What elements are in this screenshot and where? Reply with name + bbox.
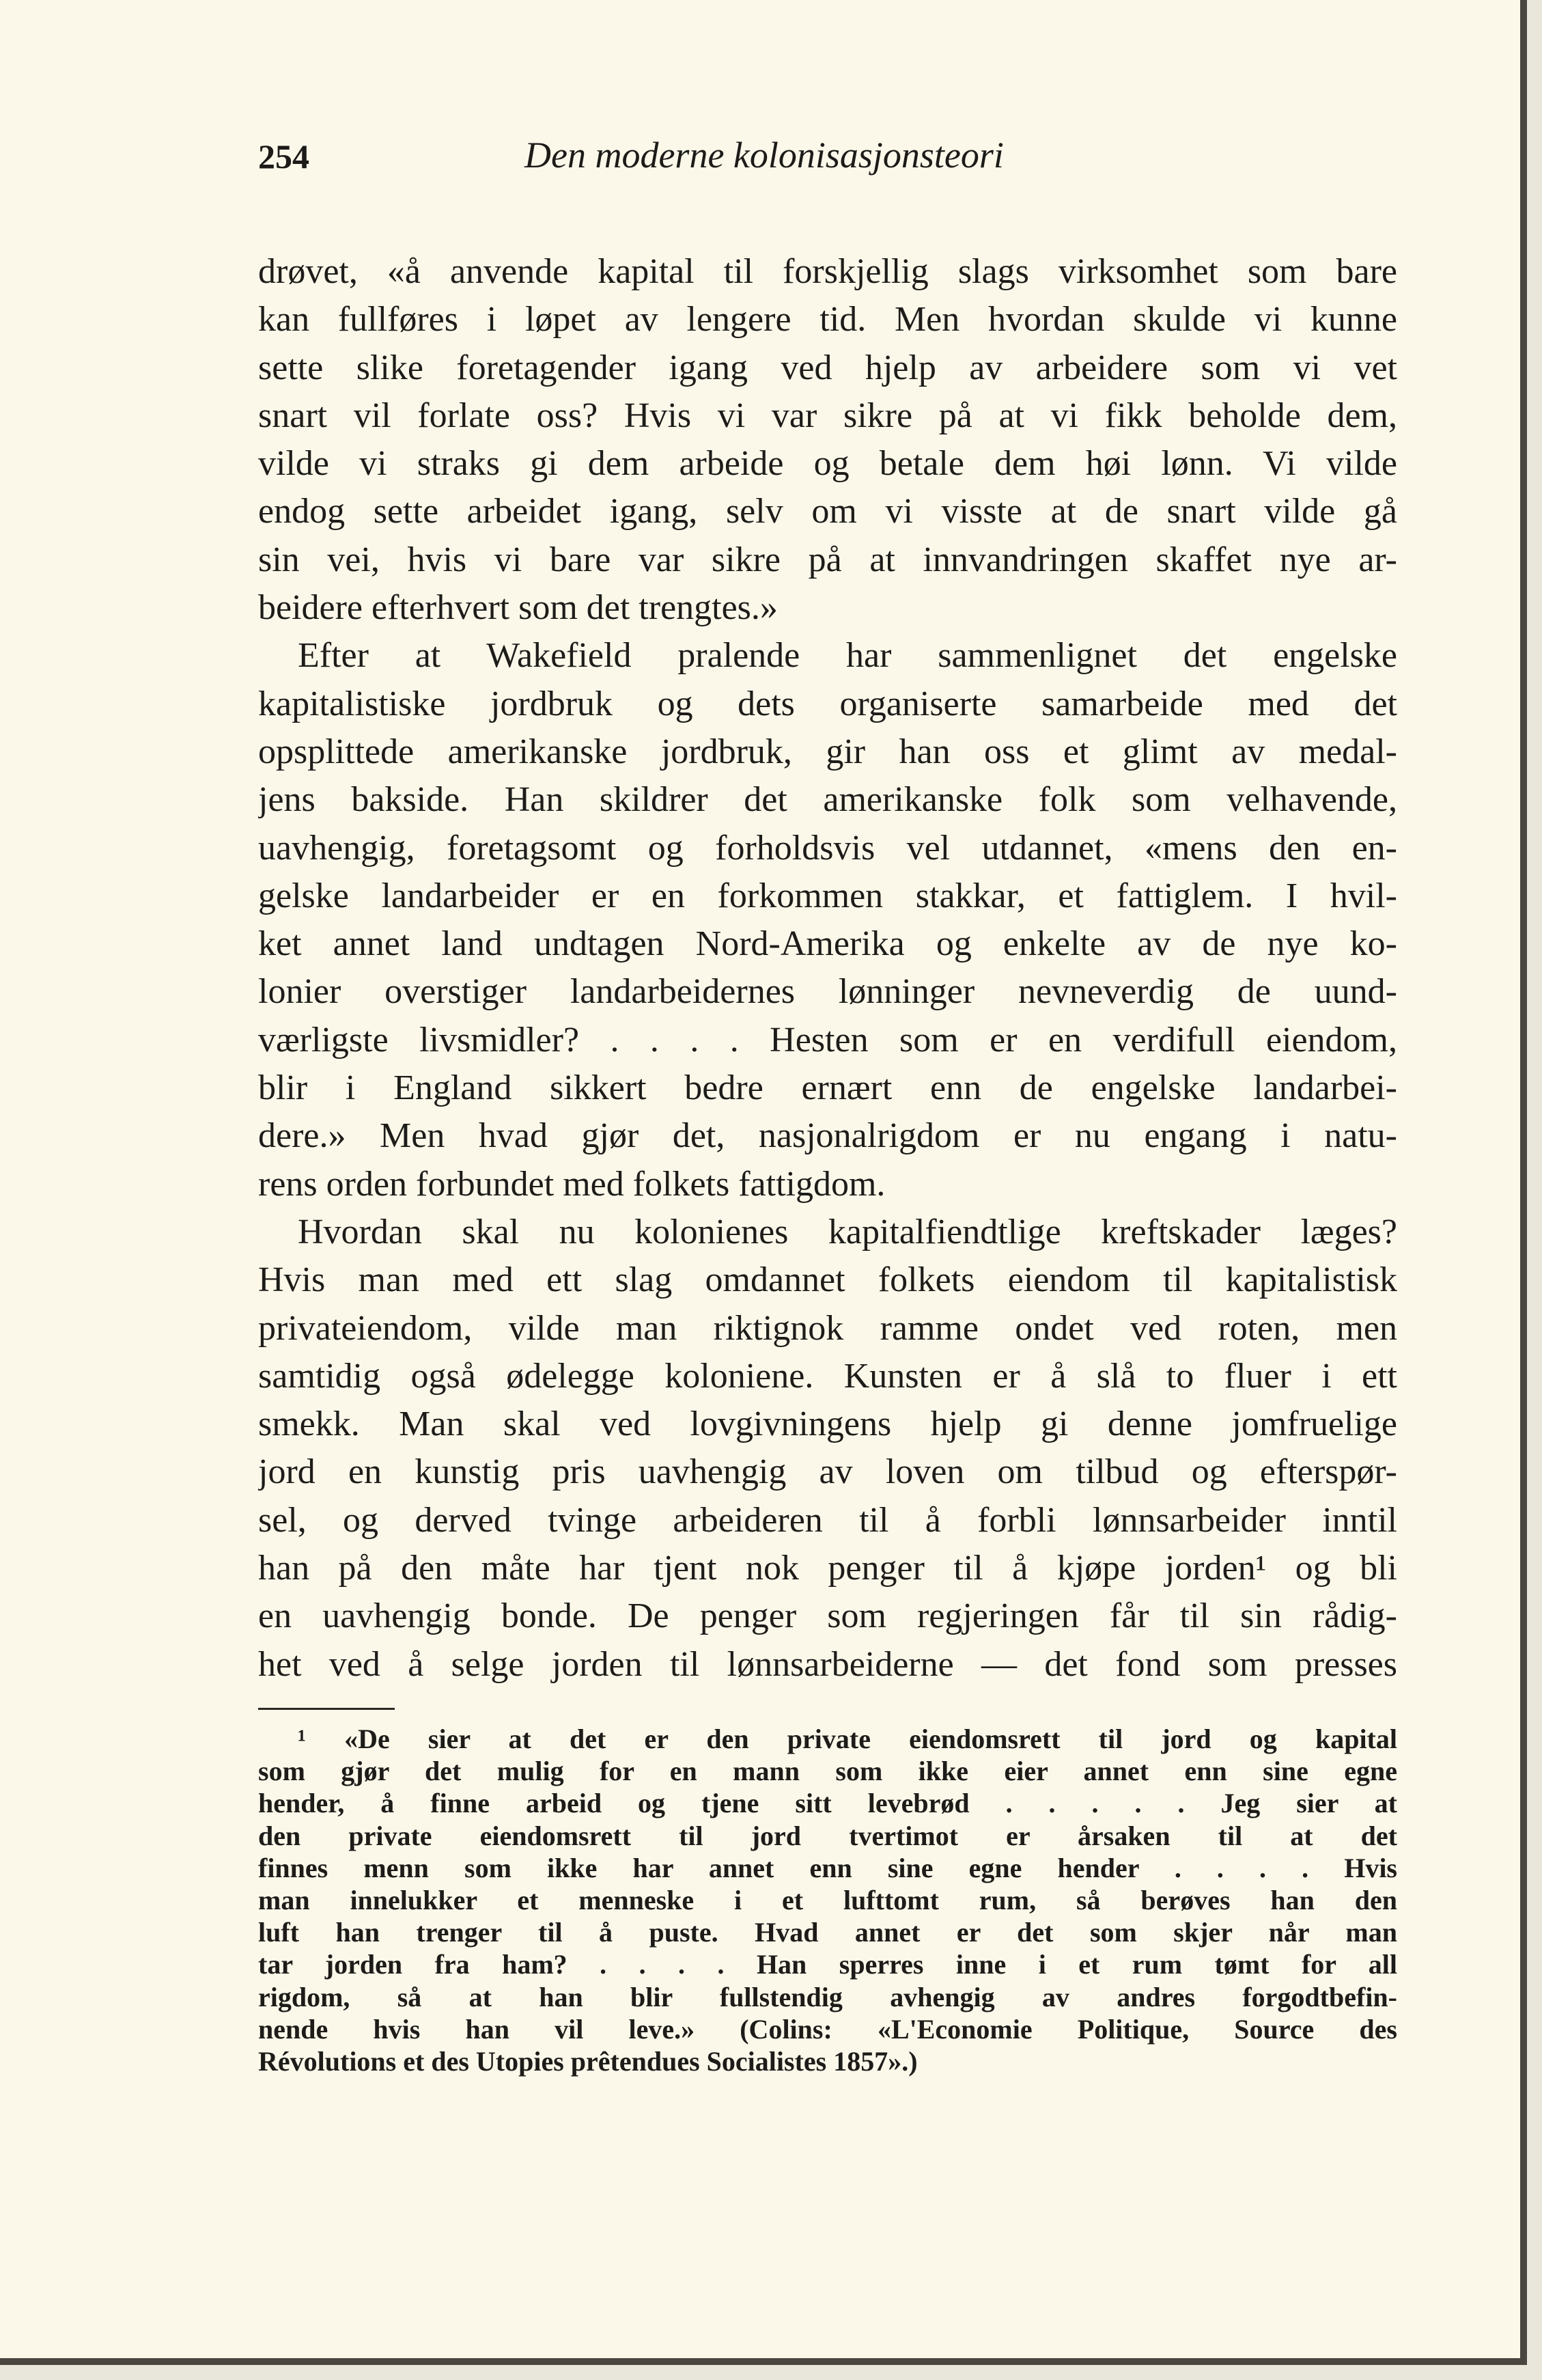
running-title: Den moderne kolonisasjonsteori <box>524 135 1004 176</box>
footnote-line: tar jorden fra ham? . . . . Han sperres inne i et rum tømt for all <box>258 1949 1397 1980</box>
footnote-line: den private eiendomsrett til jord tvertimot er årsaken til at det <box>258 1820 1397 1851</box>
text-line: kapitalistiske jordbruk og dets organiserte samarbeide med det <box>258 684 1397 723</box>
text-line: uavhengig, foretagsomt og forholdsvis vel utdannet, «mens den en- <box>258 828 1397 868</box>
text-line: jens bakside. Han skildrer det amerikanske folk som velhavende, <box>258 780 1397 820</box>
text-line: drøvet, «å anvende kapital til forskjellig slags virksomhet som bare <box>258 252 1397 291</box>
text-line: smekk. Man skal ved lovgivningens hjelp gi denne jomfruelige <box>258 1405 1397 1444</box>
text-line: privateiendom, vilde man riktignok ramme ondet ved roten, men <box>258 1308 1397 1348</box>
text-line: snart vil forlate oss? Hvis vi var sikre på at vi fikk beholde dem, <box>258 396 1397 435</box>
text-line: opsplittede amerikanske jordbruk, gir han oss et glimt av medal- <box>258 732 1397 771</box>
text-line: Hvordan skal nu kolonienes kapitalfiendtlige kreftskader læges? <box>298 1212 1397 1251</box>
text-line: en uavhengig bonde. De penger som regjeringen får til sin rådig- <box>258 1596 1397 1636</box>
text-line: endog sette arbeidet igang, selv om vi visste at de snart vilde gå <box>258 492 1397 531</box>
body-text <box>258 251 1397 1692</box>
text-line: ket annet land undtagen Nord-Amerika og enkelte av de nye ko- <box>258 924 1397 964</box>
text-line: lonier overstiger landarbeidernes lønninger nevneverdig de uund- <box>258 972 1397 1012</box>
footnote-line: luft han trenger til å puste. Hvad annet er det som skjer når man <box>258 1917 1397 1948</box>
text-line: samtidig også ødelegge koloniene. Kunsten er å slå to fluer i ett <box>258 1356 1397 1396</box>
footnote-line: hender, å finne arbeid og tjene sitt levebrød . . . . . Jeg sier at <box>258 1788 1397 1819</box>
footnote-line: ¹ «De sier at det er den private eiendomsrett til jord og kapital <box>298 1724 1397 1754</box>
footnote-line: nende hvis han vil leve.» (Colins: «L'Economie Politique, Source des <box>258 2013 1397 2045</box>
footnote-line: man innelukker et menneske i et lufttomt rum, så berøves han den <box>258 1884 1397 1915</box>
text-line: kan fullføres i løpet av lengere tid. Men hvordan skulde vi kunne <box>258 300 1397 340</box>
text-line: værligste livsmidler? . . . . Hesten som er en verdifull eiendom, <box>258 1020 1397 1060</box>
footnote-line: rigdom, så at han blir fullstendig avhengig av andres forgodtbefin- <box>258 1981 1397 2012</box>
footnote-line: som gjør det mulig for en mann som ikke eier annet enn sine egne <box>258 1756 1397 1787</box>
text-line: sel, og derved tvinge arbeideren til å forbli lønnsarbeider inntil <box>258 1500 1397 1540</box>
text-line: beidere efterhvert som det trengtes.» <box>258 588 778 628</box>
text-line: sin vei, hvis vi bare var sikre på at innvandringen skaffet nye ar- <box>258 540 1397 579</box>
text-line: vilde vi straks gi dem arbeide og betale dem høi lønn. Vi vilde <box>258 444 1397 484</box>
footnote-line: finnes menn som ikke har annet enn sine egne hender . . . . Hvis <box>258 1852 1397 1883</box>
text-line: het ved å selge jorden til lønnsarbeiderne — det fond som presses <box>258 1644 1397 1684</box>
text-line: Hvis man med ett slag omdannet folkets eiendom til kapitalistisk <box>258 1260 1397 1300</box>
footnote-rule <box>258 1708 395 1710</box>
text-line: rens orden forbundet med folkets fattigdom. <box>258 1164 886 1204</box>
text-line: Efter at Wakefield pralende har sammenlignet det engelske <box>298 636 1397 676</box>
footnote <box>258 1723 1397 2077</box>
text-line: gelske landarbeider er en forkommen stakkar, et fattiglem. I hvil- <box>258 876 1397 915</box>
footnote-line: Révolutions et des Utopies prêtendues Socialistes 1857».) <box>258 2045 918 2077</box>
text-line: jord en kunstig pris uavhengig av loven om tilbud og efterspør- <box>258 1452 1397 1492</box>
page-number: 254 <box>258 137 309 176</box>
text-line: han på den måte har tjent nok penger til å kjøpe jorden¹ og bli <box>258 1549 1397 1588</box>
text-line: dere.» Men hvad gjør det, nasjonalrigdom er nu engang i natu- <box>258 1116 1397 1156</box>
text-line: blir i England sikkert bedre ernært enn de engelske landarbei- <box>258 1068 1397 1108</box>
text-line: sette slike foretagender igang ved hjelp av arbeidere som vi vet <box>258 348 1397 387</box>
